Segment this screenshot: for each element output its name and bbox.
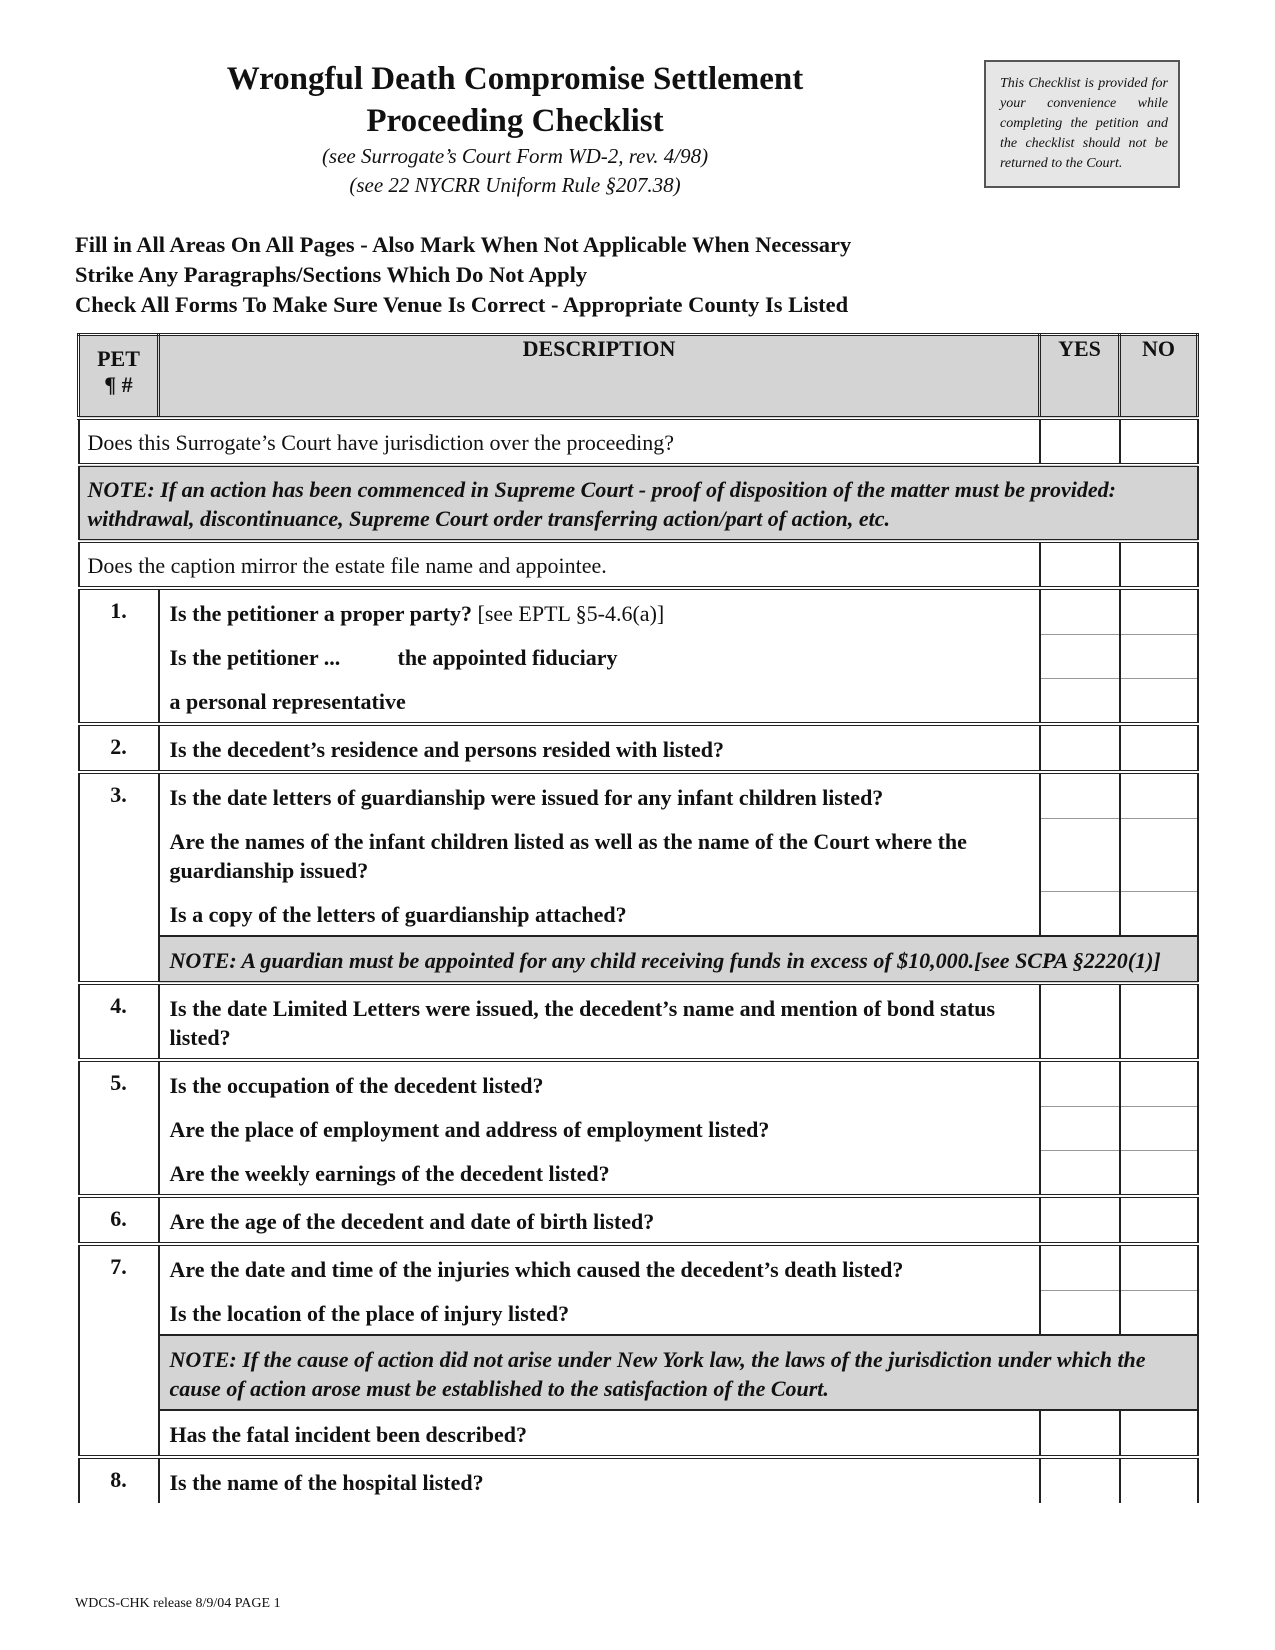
- table-row: [79, 1290, 1198, 1335]
- table-row: [79, 1244, 1198, 1290]
- question-text: Has the fatal incident been described?: [159, 1410, 1040, 1457]
- title-line-2: Proceeding Checklist: [366, 103, 664, 139]
- yes-checkbox-cell[interactable]: [1040, 983, 1120, 1060]
- table-row: [79, 1150, 1198, 1196]
- no-checkbox-cell[interactable]: [1120, 1196, 1198, 1244]
- no-checkbox-cell[interactable]: [1120, 418, 1198, 465]
- table-row: [79, 634, 1198, 678]
- question-text: a personal representative: [159, 678, 1040, 724]
- table-row: [79, 1060, 1198, 1106]
- instructions: [75, 230, 851, 320]
- table-row: [79, 1106, 1198, 1150]
- document-title-block: [150, 58, 880, 200]
- subtitle-line-2: (see 22 NYCRR Uniform Rule §207.38): [349, 173, 681, 197]
- table-row: [79, 983, 1198, 1060]
- table-row: [79, 1457, 1198, 1503]
- no-checkbox-cell[interactable]: [1120, 724, 1198, 772]
- table-row: [79, 1196, 1198, 1244]
- yes-checkbox-cell[interactable]: [1040, 772, 1120, 818]
- no-checkbox-cell[interactable]: [1120, 634, 1198, 678]
- table-header-row: [79, 335, 1198, 419]
- paragraph-number: 2.: [79, 724, 159, 772]
- yes-checkbox-cell[interactable]: [1040, 818, 1120, 891]
- checklist-table: [77, 333, 1199, 1503]
- no-checkbox-cell[interactable]: [1120, 1410, 1198, 1457]
- table-row: [79, 1410, 1198, 1457]
- yes-checkbox-cell[interactable]: [1040, 1196, 1120, 1244]
- no-checkbox-cell[interactable]: [1120, 541, 1198, 588]
- convenience-note-box: This Checklist is provided for your convenience while completing the petition and the checklist should not be returned to the Court.: [984, 60, 1180, 188]
- instruction-line: Check All Forms To Make Sure Venue Is Correct - Appropriate County Is Listed: [75, 292, 849, 317]
- table-row: [79, 724, 1198, 772]
- row-text: Does this Surrogate’s Court have jurisdiction over the proceeding?: [79, 418, 1040, 465]
- question-text: Is the date Limited Letters were issued, the decedent’s name and mention of bond status listed?: [159, 983, 1040, 1060]
- table-row: [79, 818, 1198, 891]
- yes-checkbox-cell[interactable]: [1040, 588, 1120, 634]
- table-row: [79, 588, 1198, 634]
- question-text: Is the location of the place of injury listed?: [159, 1290, 1040, 1335]
- paragraph-number: 7.: [79, 1244, 159, 1457]
- question-text: Is the petitioner a proper party? [see EPTL §5-4.6(a)]: [159, 588, 1040, 634]
- note-text: NOTE: A guardian must be appointed for any child receiving funds in excess of $10,000.[see SCPA §2220(1)]: [159, 936, 1198, 983]
- table-row: [79, 541, 1198, 588]
- table-row: [79, 891, 1198, 936]
- yes-checkbox-cell[interactable]: [1040, 1410, 1120, 1457]
- no-checkbox-cell[interactable]: [1120, 818, 1198, 891]
- yes-checkbox-cell[interactable]: [1040, 634, 1120, 678]
- question-text: Are the age of the decedent and date of birth listed?: [159, 1196, 1040, 1244]
- yes-checkbox-cell[interactable]: [1040, 1244, 1120, 1290]
- no-checkbox-cell[interactable]: [1120, 983, 1198, 1060]
- no-checkbox-cell[interactable]: [1120, 1457, 1198, 1503]
- paragraph-number: 6.: [79, 1196, 159, 1244]
- col-header-description: DESCRIPTION: [159, 335, 1040, 419]
- no-checkbox-cell[interactable]: [1120, 588, 1198, 634]
- yes-checkbox-cell[interactable]: [1040, 724, 1120, 772]
- paragraph-number: 5.: [79, 1060, 159, 1196]
- col-header-yes: YES: [1040, 335, 1120, 419]
- table-row-note: [79, 465, 1198, 541]
- table-row-note: [79, 936, 1198, 983]
- question-text: Are the names of the infant children listed as well as the name of the Court where the guardianship issued?: [159, 818, 1040, 891]
- no-checkbox-cell[interactable]: [1120, 1060, 1198, 1106]
- yes-checkbox-cell[interactable]: [1040, 891, 1120, 936]
- note-text: NOTE: If the cause of action did not arise under New York law, the laws of the jurisdiction under which the cause of action arose must be established to the satisfaction of the Court.: [159, 1335, 1198, 1410]
- yes-checkbox-cell[interactable]: [1040, 418, 1120, 465]
- question-text: Are the date and time of the injuries which caused the decedent’s death listed?: [159, 1244, 1040, 1290]
- yes-checkbox-cell[interactable]: [1040, 1060, 1120, 1106]
- yes-checkbox-cell[interactable]: [1040, 1457, 1120, 1503]
- yes-checkbox-cell[interactable]: [1040, 541, 1120, 588]
- no-checkbox-cell[interactable]: [1120, 678, 1198, 724]
- paragraph-number: 3.: [79, 772, 159, 983]
- no-checkbox-cell[interactable]: [1120, 891, 1198, 936]
- instruction-line: Strike Any Paragraphs/Sections Which Do Not Apply: [75, 262, 588, 287]
- no-checkbox-cell[interactable]: [1120, 1150, 1198, 1196]
- table-row: [79, 772, 1198, 818]
- question-text: Is the occupation of the decedent listed?: [159, 1060, 1040, 1106]
- subtitle-line-1: (see Surrogate’s Court Form WD-2, rev. 4/98): [321, 144, 709, 168]
- paragraph-number: 4.: [79, 983, 159, 1060]
- paragraph-number: 1.: [79, 588, 159, 724]
- no-checkbox-cell[interactable]: [1120, 1290, 1198, 1335]
- question-text: Are the weekly earnings of the decedent listed?: [159, 1150, 1040, 1196]
- yes-checkbox-cell[interactable]: [1040, 1106, 1120, 1150]
- page-footer: WDCS-CHK release 8/9/04 PAGE 1: [75, 1596, 281, 1611]
- col-header-pet: PET ¶ #: [79, 335, 159, 419]
- no-checkbox-cell[interactable]: [1120, 1106, 1198, 1150]
- note-text: NOTE: If an action has been commenced in Supreme Court - proof of disposition of the matter must be provided: withdrawal, discontinuance, Supreme Court order transferring action/part of action, etc.: [79, 465, 1198, 541]
- no-checkbox-cell[interactable]: [1120, 1244, 1198, 1290]
- question-text: Is the petitioner ... the appointed fiduciary: [159, 634, 1040, 678]
- col-header-no: NO: [1120, 335, 1198, 419]
- paragraph-number: 8.: [79, 1457, 159, 1503]
- question-text: Is the decedent’s residence and persons resided with listed?: [159, 724, 1040, 772]
- row-text: Does the caption mirror the estate file name and appointee.: [79, 541, 1040, 588]
- question-text: Is the date letters of guardianship were issued for any infant children listed?: [159, 772, 1040, 818]
- no-checkbox-cell[interactable]: [1120, 772, 1198, 818]
- instruction-line: Fill in All Areas On All Pages - Also Mark When Not Applicable When Necessary: [75, 232, 852, 257]
- question-text: Is the name of the hospital listed?: [159, 1457, 1040, 1503]
- table-row: [79, 678, 1198, 724]
- table-row: [79, 418, 1198, 465]
- question-text: Are the place of employment and address of employment listed?: [159, 1106, 1040, 1150]
- yes-checkbox-cell[interactable]: [1040, 1290, 1120, 1335]
- title-line-1: Wrongful Death Compromise Settlement: [226, 61, 804, 97]
- table-row-note: [79, 1335, 1198, 1410]
- yes-checkbox-cell[interactable]: [1040, 1150, 1120, 1196]
- question-text: Is a copy of the letters of guardianship attached?: [159, 891, 1040, 936]
- yes-checkbox-cell[interactable]: [1040, 678, 1120, 724]
